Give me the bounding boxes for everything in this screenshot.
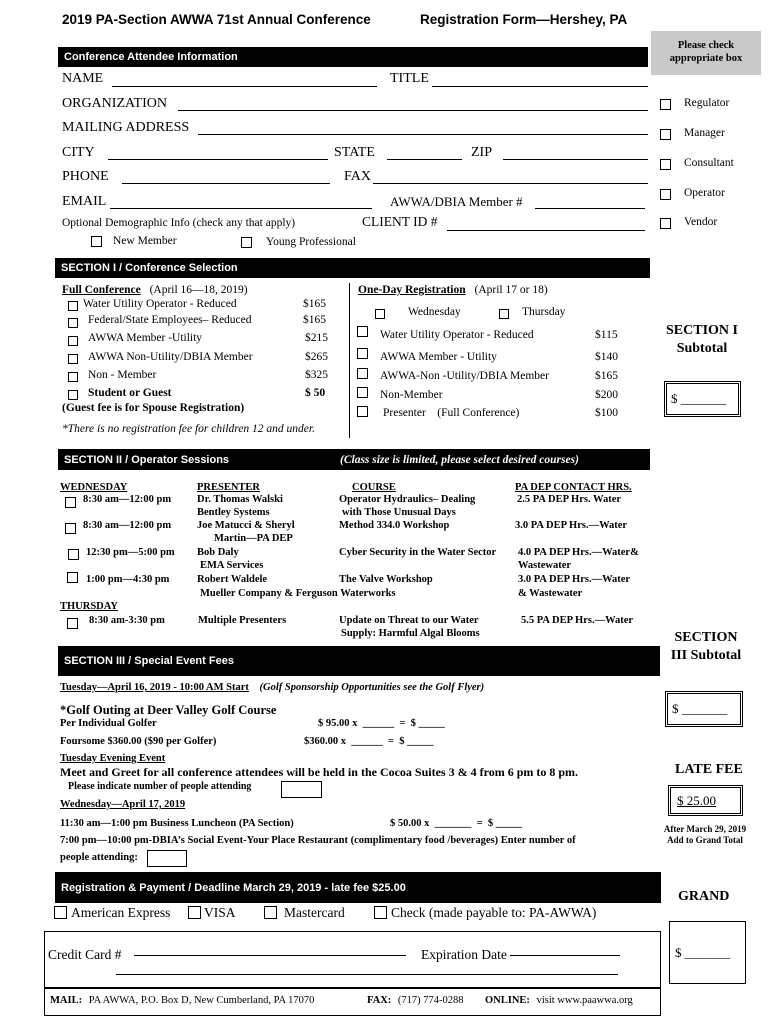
checkbox-session-method334[interactable]	[65, 523, 76, 534]
mailing-address-field[interactable]	[198, 134, 648, 135]
session-time: 12:30 pm—5:00 pm	[86, 547, 175, 558]
section3-title: SECTION III / Special Event Fees	[64, 655, 234, 667]
mail-label: MAIL:	[50, 995, 83, 1006]
section2-bar	[58, 449, 650, 470]
foursome-label: Foursome $360.00 ($90 per Golfer)	[60, 736, 217, 747]
wednesday-label: Wednesday	[408, 306, 461, 318]
late-fee-note: After March 29, 2019 Add to Grand Total	[663, 824, 747, 845]
visa-label: VISA	[204, 905, 236, 920]
grand-total-value: $ _______	[675, 945, 731, 960]
oneday-row-price: $115	[595, 329, 618, 341]
checkbox-mastercard[interactable]	[264, 906, 277, 919]
check-panel-title: Please check appropriate box	[669, 40, 743, 64]
oneday-row-price: $200	[595, 389, 618, 401]
session-time: 8:30 am-3:30 pm	[89, 615, 165, 626]
option-label: Regulator	[684, 97, 730, 109]
grand-label: GRAND	[678, 889, 730, 904]
oneday-row-label: Presenter (Full Conference)	[383, 407, 520, 419]
oneday-row-label: Water Utility Operator - Reduced	[380, 329, 534, 341]
people-attending-label: people attending:	[60, 852, 138, 863]
full-row-price: $325	[305, 369, 328, 381]
email-field[interactable]	[110, 208, 372, 209]
full-row-price: $165	[303, 314, 326, 326]
section3-subtotal-box[interactable]	[665, 691, 743, 727]
children-note: *There is no registration fee for children 12 and under.	[62, 423, 315, 435]
people-attending-input[interactable]	[147, 850, 187, 867]
payment-bar	[55, 872, 661, 903]
session-presenter-org: Bentley Systems	[197, 507, 270, 518]
full-conference-heading	[62, 284, 248, 296]
checkbox-session-cyber[interactable]	[68, 549, 79, 560]
zip-field[interactable]	[503, 159, 648, 160]
session-course: Update on Threat to our Water	[339, 615, 479, 626]
attending-count-input[interactable]	[281, 781, 322, 798]
session-presenter-org: EMA Services	[200, 560, 264, 571]
credit-card-label: Credit Card #	[48, 947, 122, 962]
expiration-label: Expiration Date	[421, 947, 507, 962]
checkbox-session-algal[interactable]	[67, 618, 78, 629]
demographic-label: Optional Demographic Info (check any that apply)	[62, 217, 296, 229]
session-hours-line2: & Wastewater	[518, 588, 583, 599]
checkbox-new-member[interactable]	[91, 236, 102, 247]
session-presenter: Multiple Presenters	[198, 615, 287, 626]
fax-label-footer: FAX:	[367, 995, 392, 1006]
session-presenter: Robert Waldele	[197, 574, 268, 585]
footer-online	[485, 995, 633, 1006]
oneday-row-price: $140	[595, 351, 618, 363]
full-conference-dates: (April 16—18, 2019)	[149, 284, 248, 296]
checkbox-full-federal-state[interactable]	[68, 318, 78, 328]
option-label: Operator	[684, 187, 725, 199]
session-hours: 4.0 PA DEP Hrs.—Water&	[518, 547, 639, 558]
title-label: TITLE	[390, 71, 429, 86]
late-fee-label: LATE FEE	[675, 762, 743, 777]
form-subtitle: Registration Form—Hershey, PA	[420, 12, 628, 27]
email-label: EMAIL	[62, 194, 107, 209]
checkbox-full-awwa-non-utility[interactable]	[68, 354, 78, 364]
checkbox-oneday-water-operator[interactable]	[357, 326, 368, 337]
col-presenter: PRESENTER	[197, 482, 261, 493]
checkbox-oneday-awwa-non-utility[interactable]	[357, 368, 368, 379]
golfer-label: Per Individual Golfer	[60, 718, 157, 729]
checkbox-vendor[interactable]	[660, 218, 671, 229]
full-row-label: Student or Guest	[88, 387, 172, 399]
session-presenter: Bob Daly	[197, 547, 239, 558]
session-time: 8:30 am—12:00 pm	[83, 494, 172, 505]
online-label: ONLINE:	[485, 995, 530, 1006]
credit-card-field-line2[interactable]	[116, 974, 618, 975]
checkbox-full-awwa-utility[interactable]	[68, 336, 78, 346]
checkbox-oneday-non-member[interactable]	[357, 387, 368, 398]
footer-mail	[50, 995, 314, 1006]
session-time: 8:30 am—12:00 pm	[83, 520, 172, 531]
tuesday-evening: Tuesday Evening Event	[60, 753, 166, 764]
foursome-price[interactable]: $360.00 x ______ = $ _____	[304, 736, 434, 747]
session-presenter-org: Martin—PA DEP	[214, 533, 293, 544]
section1-divider	[349, 283, 350, 438]
thursday-heading: THURSDAY	[60, 601, 118, 612]
checkbox-full-student-guest[interactable]	[68, 390, 78, 400]
attendee-section-title: Conference Attendee Information	[64, 51, 238, 63]
oneday-row-label: AWWA Member - Utility	[380, 351, 497, 363]
session-presenter-org: Mueller Company & Ferguson Waterworks	[200, 588, 396, 599]
form-title: 2019 PA-Section AWWA 71st Annual Conference	[62, 12, 371, 27]
city-field[interactable]	[108, 159, 328, 160]
one-day-heading	[358, 284, 548, 296]
client-id-label: CLIENT ID #	[362, 214, 438, 229]
city-label: CITY	[62, 145, 95, 160]
zip-label: ZIP	[471, 145, 492, 160]
checkbox-session-hydraulics[interactable]	[65, 497, 76, 508]
checkbox-session-valve[interactable]	[67, 572, 78, 583]
organization-label: ORGANIZATION	[62, 96, 167, 111]
section3-subtotal-value: $ _______	[672, 701, 728, 716]
attending-note: Please indicate number of people attending	[68, 781, 252, 792]
full-row-price: $215	[305, 332, 328, 344]
late-fee-box[interactable]	[668, 785, 743, 816]
golf-note: (Golf Sponsorship Opportunities see the Golf Flyer)	[259, 682, 485, 693]
oneday-row-price: $100	[595, 407, 618, 419]
payment-title: Registration & Payment / Deadline March 29, 2019 - late fee $25.00	[61, 881, 406, 894]
golfer-price[interactable]: $ 95.00 x ______ = $ _____	[318, 718, 445, 729]
full-row-price: $165	[303, 298, 326, 310]
checkbox-visa[interactable]	[188, 906, 201, 919]
section1-title: SECTION I / Conference Selection	[61, 262, 238, 274]
full-conference-title: Full Conference	[62, 284, 141, 296]
tuesday-date: Tuesday—April 16, 2019 - 10:00 AM Start	[60, 682, 249, 693]
option-label: Manager	[684, 127, 725, 139]
checkbox-oneday-presenter[interactable]	[357, 406, 368, 417]
online-url[interactable]: visit www.paawwa.org	[536, 995, 633, 1006]
name-label: NAME	[62, 71, 104, 86]
session-course-line2: Supply: Harmful Algal Blooms	[341, 628, 480, 639]
expiration-field[interactable]	[510, 955, 620, 956]
section1-subtotal-value: $ _______	[671, 391, 727, 406]
session-hours: 5.5 PA DEP Hrs.—Water	[521, 615, 634, 626]
state-label: STATE	[334, 145, 375, 160]
checkbox-manager[interactable]	[660, 129, 671, 140]
name-field[interactable]	[112, 86, 377, 87]
session-presenter: Joe Matucci & Sheryl	[197, 520, 295, 531]
awwa-member-field[interactable]	[535, 208, 645, 209]
section3-bar	[58, 646, 660, 676]
oneday-row-label: AWWA-Non -Utility/DBIA Member	[380, 370, 549, 382]
new-member-label: New Member	[113, 235, 177, 247]
checkbox-consultant[interactable]	[660, 159, 671, 170]
full-row-label: AWWA Member -Utility	[88, 332, 203, 344]
section2-note: (Class size is limited, please select desired courses)	[340, 453, 579, 466]
checkbox-wednesday[interactable]	[375, 309, 385, 319]
phone-field[interactable]	[122, 183, 330, 184]
section3-subtotal-label: SECTION III Subtotal	[670, 630, 742, 663]
fax-number: (717) 774-0288	[397, 995, 464, 1006]
meet-greet: Meet and Greet for all conference attendees will be held in the Cocoa Suites 3 & 4 from 6 pm to 8 pm.	[60, 765, 579, 779]
section1-bar	[55, 258, 650, 278]
one-day-dates: (April 17 or 18)	[474, 284, 548, 296]
full-row-label: Non - Member	[88, 369, 157, 381]
session-course: The Valve Workshop	[339, 574, 433, 585]
mail-address: PA AWWA, P.O. Box D, New Cumberland, PA 17070	[88, 995, 315, 1006]
one-day-title: One-Day Registration	[358, 284, 466, 296]
check-label: Check (made payable to: PA-AWWA)	[391, 905, 597, 920]
session-time: 1:00 pm—4:30 pm	[86, 574, 170, 585]
late-fee-value: $ 25.00	[677, 793, 716, 808]
session-hours-line2: Wastewater	[518, 560, 572, 571]
session-presenter: Dr. Thomas Walski	[197, 494, 283, 505]
mastercard-label: Mastercard	[284, 905, 345, 920]
guest-note: (Guest fee is for Spouse Registration)	[62, 402, 245, 414]
full-row-price: $265	[305, 351, 328, 363]
credit-card-panel	[44, 931, 661, 988]
fax-label: FAX	[344, 169, 371, 184]
golf-title: *Golf Outing at Deer Valley Golf Course	[60, 703, 277, 717]
awwa-member-label: AWWA/DBIA Member #	[390, 194, 523, 209]
session-course-line2: with Those Unusual Days	[342, 507, 456, 518]
checkbox-oneday-awwa-utility[interactable]	[357, 348, 368, 359]
session-course: Method 334.0 Workshop	[339, 520, 450, 531]
session-hours: 3.0 PA DEP Hrs.—Water	[515, 520, 628, 531]
checkbox-regulator[interactable]	[660, 99, 671, 110]
session-hours: 2.5 PA DEP Hrs. Water	[517, 494, 622, 505]
session-course: Cyber Security in the Water Sector	[339, 547, 497, 558]
oneday-row-price: $165	[595, 370, 618, 382]
luncheon-label: 11:30 am—1:00 pm Business Luncheon (PA Section)	[60, 818, 294, 829]
checkbox-thursday[interactable]	[499, 309, 509, 319]
checkbox-check[interactable]	[374, 906, 387, 919]
credit-card-field[interactable]	[134, 955, 406, 956]
footer-fax	[367, 995, 464, 1006]
checkbox-american-express[interactable]	[54, 906, 67, 919]
col-wednesday: WEDNESDAY	[60, 482, 128, 493]
option-label: Consultant	[684, 157, 734, 169]
grand-total-box[interactable]	[669, 921, 746, 984]
luncheon-price[interactable]: $ 50.00 x _______ = $ _____	[390, 818, 522, 829]
section1-subtotal-box[interactable]	[664, 381, 741, 417]
full-row-label: Water Utility Operator - Reduced	[83, 298, 237, 310]
checkbox-full-non-member[interactable]	[68, 372, 78, 382]
session-hours: 3.0 PA DEP Hrs.—Water	[518, 574, 631, 585]
full-row-label: Federal/State Employees– Reduced	[88, 314, 252, 326]
thursday-label: Thursday	[522, 306, 566, 318]
full-row-label: AWWA Non-Utility/DBIA Member	[88, 351, 253, 363]
tuesday-golf-line	[60, 682, 484, 693]
attendee-section-bar	[58, 47, 648, 67]
session-course: Operator Hydraulics– Dealing	[339, 494, 476, 505]
checkbox-young-professional[interactable]	[241, 237, 252, 248]
wednesday-date: Wednesday—April 17, 2019	[60, 799, 186, 810]
american-express-label: American Express	[71, 905, 171, 920]
col-course: COURSE	[352, 482, 396, 493]
phone-label: PHONE	[62, 169, 109, 184]
state-field[interactable]	[387, 159, 462, 160]
mailing-address-label: MAILING ADDRESS	[62, 120, 190, 135]
young-professional-label: Young Professional	[266, 236, 356, 248]
option-label: Vendor	[684, 216, 718, 228]
full-row-price: $ 50	[305, 387, 326, 399]
checkbox-full-water-operator[interactable]	[68, 301, 78, 311]
dbia-event: 7:00 pm—10:00 pm-DBIA’s Social Event-Your Place Restaurant (complimentary food /beverages) Enter number of	[60, 835, 576, 846]
oneday-row-label: Non-Member	[380, 389, 443, 401]
section2-title: SECTION II / Operator Sessions	[64, 453, 230, 466]
client-id-field[interactable]	[447, 230, 645, 231]
col-hours: PA DEP CONTACT HRS.	[515, 482, 632, 493]
checkbox-operator[interactable]	[660, 189, 671, 200]
section1-subtotal-label: SECTION I Subtotal	[666, 323, 738, 356]
organization-field[interactable]	[178, 110, 648, 111]
title-field[interactable]	[432, 86, 648, 87]
fax-field[interactable]	[373, 183, 648, 184]
